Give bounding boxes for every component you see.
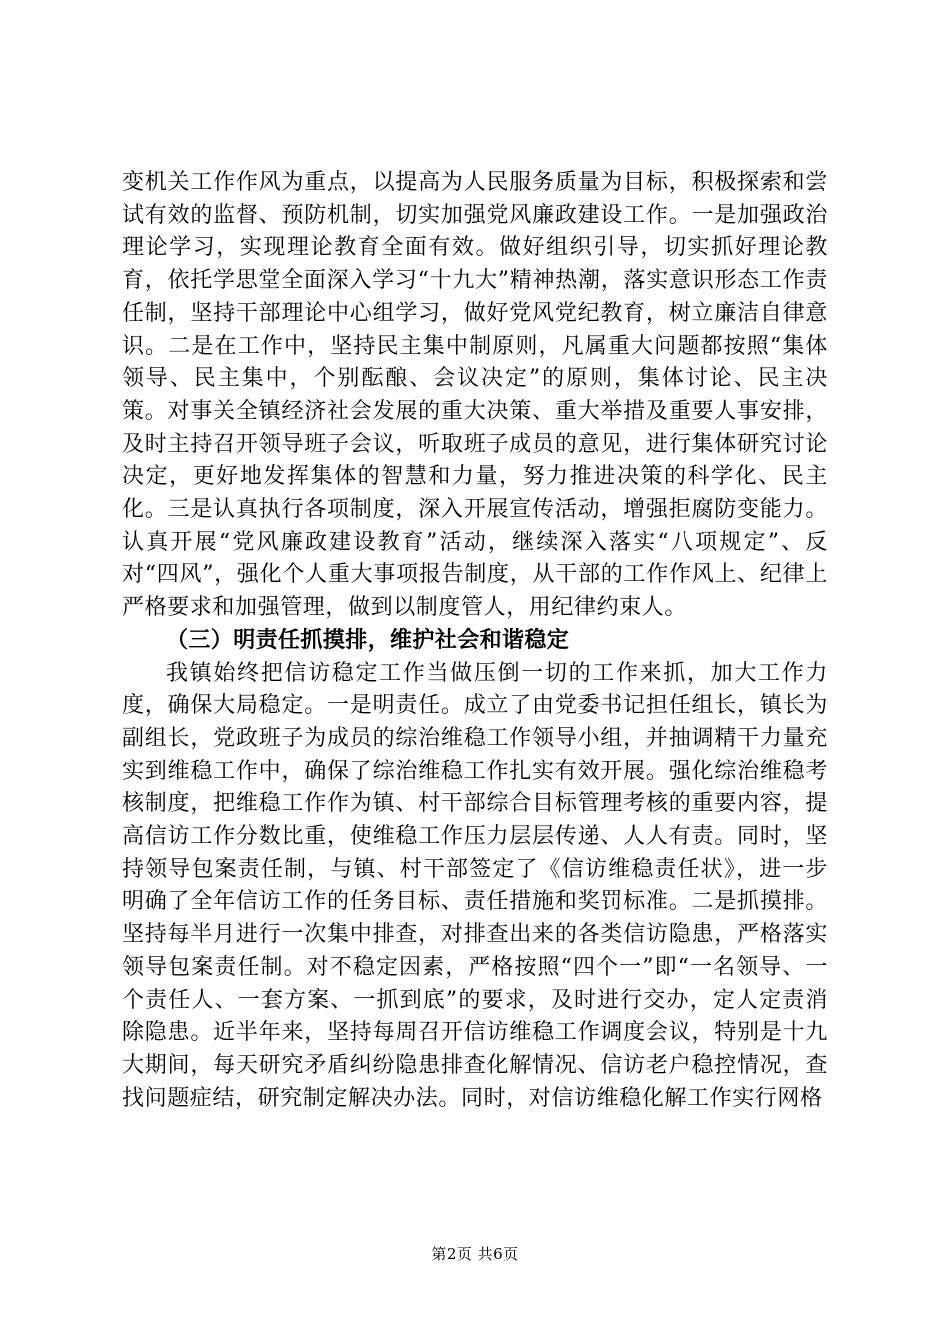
body-paragraph-continued: 变机关工作作风为重点，以提高为人民服务质量为目标，积极探索和尝试有效的监督、预防机制，切实加强党风廉政建设工作。一是加强政治理论学习，实现理论教育全面有效。做好组织引导，切实抓好理论教育，依托学思堂全面深入学习“十九大”精神热潮，落实意识形态工作责任制，坚持干部理论中心组学习，做好党风党纪教育，树立廉洁自律意识。二是在工作中，坚持民主集中制原则，凡属重大问题都按照“集体领导、民主集中，个别酝酿、会议决定”的原则，集体讨论、民主决策。对事关全镇经济社会发展的重大决策、重大举措及重要人事安排，及时主持召开领导班子会议，听取班子成员的意见，进行集体研究讨论决定，更好地发挥集体的智慧和力量，努力推进决策的科学化、民主化。三是认真执行各项制度，深入开展宣传活动，增强拒腐防变能力。认真开展“党风廉政建设教育”活动，继续深入落实“八项规定”、反对“四风”，强化个人重大事项报告制度，从干部的工作作风上、纪律上严格要求和加强管理，做到以制度管人，用纪律约束人。 [122, 170, 828, 621]
body-paragraph-stability: 我镇始终把信访稳定工作当做压倒一切的工作来抓，加大工作力度，确保大局稳定。一是明责任。成立了由党委书记担任组长，镇长为副组长，党政班子为成员的综治维稳工作领导小组，并抽调精干力量充实到维稳工作中，确保了综治维稳工作扎实有效开展。强化综治维稳考核制度，把维稳工作作为镇、村干部综合目标管理考核的重要内容，提高信访工作分数比重，使维稳工作压力层层传递、人人有责。同时，坚持领导包案责任制，与镇、村干部签定了《信访维稳责任状》，进一步明确了全年信访工作的任务目标、责任措施和奖罚标准。二是抓摸排。坚持每半月进行一次集中排查，对排查出来的各类信访隐患，严格落实领导包案责任制。对不稳定因素，严格按照“四个一”即“一名领导、一个责任人、一套方案、一抓到底”的要求，及时进行交办，定人定责消除隐患。近半年来，坚持每周召开信访维稳工作调度会议，特别是十九大期间，每天研究矛盾纠纷隐患排查化解情况、信访老户稳控情况，查找问题症结，研究制定解决办法。同时，对信访维稳化解工作实行网格 [122, 660, 828, 1111]
page-number: 第2页 共6页 [431, 1245, 519, 1263]
section-heading-3: （三）明责任抓摸排，维护社会和谐稳定 [166, 627, 570, 653]
document-body [122, 167, 828, 1115]
page-footer [0, 1244, 950, 1264]
